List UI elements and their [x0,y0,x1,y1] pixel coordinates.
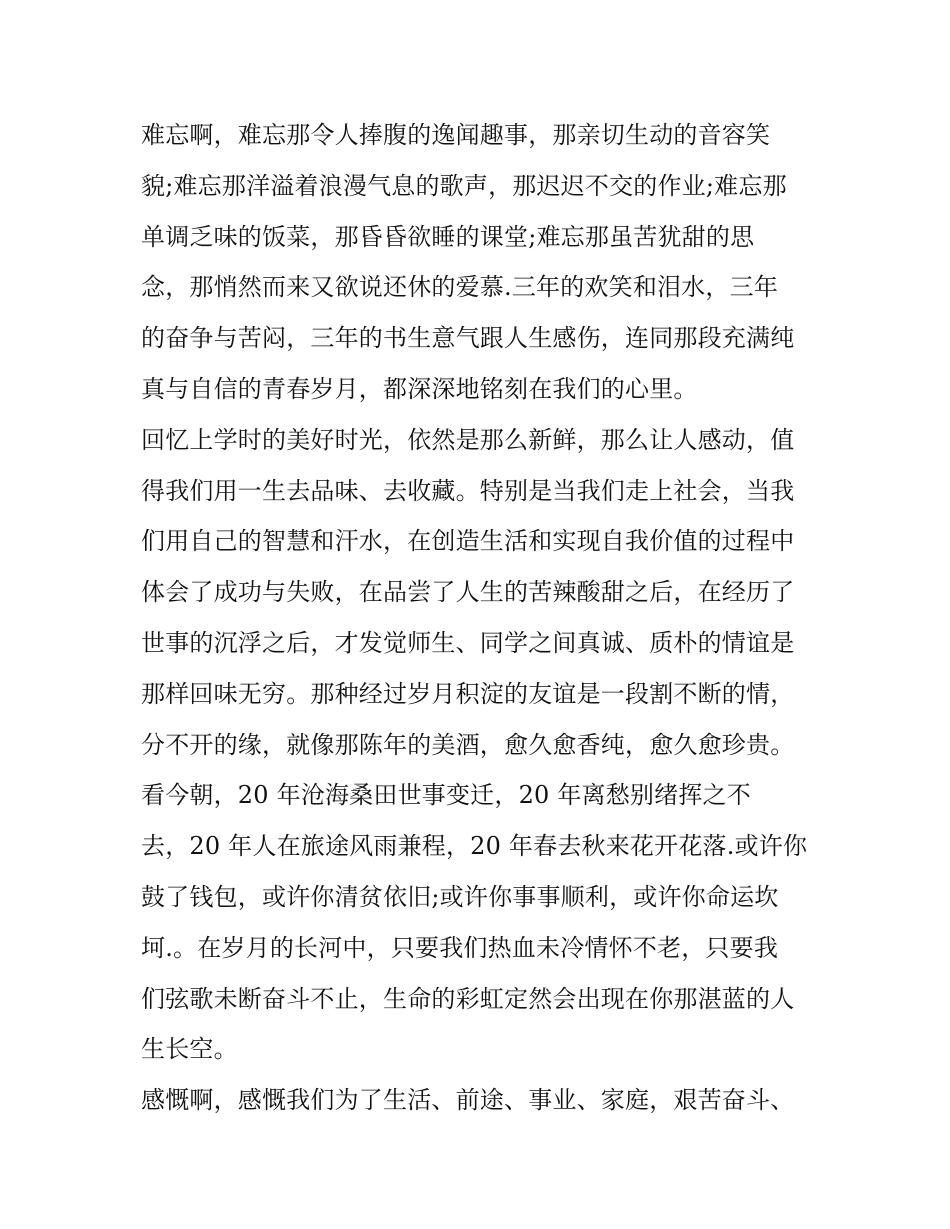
text-line: 去，20 年人在旅途风雨兼程，20 年春去秋来花开花落.或许你 [141,832,808,861]
text-line: 单调乏味的饭菜，那昏昏欲睡的课堂;难忘那虽苦犹甜的思 [141,222,755,251]
body-text [141,110,831,1126]
text-line: 们用自己的智慧和汗水，在创造生活和实现自我价值的过程中 [141,527,795,556]
text-line: 的奋争与苦闷，三年的书生意气跟人生感伤，连同那段充满纯 [141,324,795,353]
text-line: 看今朝，20 年沧海桑田世事变迁，20 年离愁别绪挥之不 [141,781,751,810]
text-line: 们弦歌未断奋斗不止，生命的彩虹定然会出现在你那湛蓝的人 [141,984,795,1013]
text-line: 貌;难忘那洋溢着浪漫气息的歌声，那迟迟不交的作业;难忘那 [141,171,787,200]
text-line: 感慨啊，感慨我们为了生活、前途、事业、家庭，艰苦奋斗、 [141,1086,795,1115]
text-line: 坷.。在岁月的长河中，只要我们热血未冷情怀不老，只要我 [141,933,779,962]
text-line: 世事的沉浮之后，才发觉师生、同学之间真诚、质朴的情谊是 [141,628,795,657]
text-line: 鼓了钱包，或许你清贫依旧;或许你事事顺利，或许你命运坎 [141,882,779,911]
text-line: 真与自信的青春岁月，都深深地铭刻在我们的心里。 [141,374,698,403]
text-line: 分不开的缘，就像那陈年的美酒，愈久愈香纯，愈久愈珍贵。 [141,730,795,759]
text-line: 那样回味无穷。那种经过岁月积淀的友谊是一段割不断的情， [141,679,795,708]
text-line: 得我们用一生去品味、去收藏。特别是当我们走上社会，当我 [141,476,795,505]
text-line: 难忘啊，难忘那令人捧腹的逸闻趣事，那亲切生动的音容笑 [141,121,771,149]
text-line: 念，那悄然而来又欲说还休的爱慕.三年的欢笑和泪水，三年 [141,273,779,302]
text-line: 回忆上学时的美好时光，依然是那么新鲜，那么让人感动，值 [141,425,795,454]
text-line: 体会了成功与失败，在品尝了人生的苦辣酸甜之后，在经历了 [141,578,795,607]
text-line: 生长空。 [141,1035,238,1064]
